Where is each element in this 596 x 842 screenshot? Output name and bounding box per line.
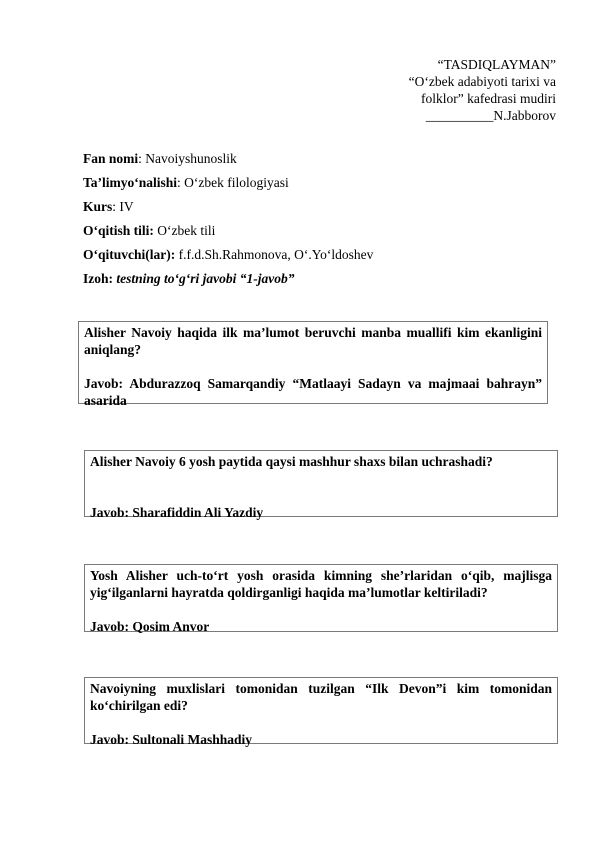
language-value: O‘zbek tili [153, 223, 216, 238]
question-box-3 [84, 564, 558, 632]
teachers-value: f.f.d.Sh.Rahmonova, O‘.Yo‘ldoshev [175, 247, 374, 262]
question-text: Yosh Alisher uch-to‘rt yosh orasida kimning she’rlaridan o‘qib, majlisga yig‘ilganlarni hayratda qoldirganligi haqida ma’lumotlar keltiriladi? [90, 568, 552, 600]
course-info [83, 147, 563, 291]
question-text: Alisher Navoiy 6 yosh paytida qaysi mashhur shaxs bilan uchrashadi? [90, 454, 493, 469]
answer-text: Javob: Abdurazzoq Samarqandiy “Matlaayi Sadayn va majmaai bahrayn” asarida [84, 376, 542, 408]
question-box-1 [78, 321, 548, 408]
approval-department-line1: “O‘zbek adabiyoti tarixi va [408, 74, 556, 89]
year-value: : IV [112, 199, 134, 214]
answer-text: Javob: Qosim Anvor [90, 619, 210, 634]
direction-label: Ta’limyo‘nalishi [83, 175, 178, 190]
approval-block [296, 56, 556, 124]
note-value: testning to‘g‘ri javobi “1-javob” [113, 271, 295, 286]
language-label: O‘qitish tili: [83, 223, 154, 238]
course-name-label: Fan nomi [83, 151, 139, 166]
direction-row [83, 171, 563, 195]
approval-title: “TASDIQLAYMAN” [437, 57, 556, 72]
language-row [83, 219, 563, 243]
approval-department-line2: folklor” kafedrasi mudiri [421, 91, 556, 106]
approval-signature: __________N.Jabborov [425, 108, 556, 123]
teachers-row [83, 243, 563, 267]
note-label: Izoh: [83, 271, 113, 286]
answer-text: Javob: Sharafiddin Ali Yazdiy [90, 505, 264, 520]
year-row [83, 195, 563, 219]
question-box-4 [84, 677, 558, 747]
answer-text: Javob: Sultonali Mashhadiy [90, 732, 253, 747]
question-text: Navoiyning muxlislari tomonidan tuzilgan “Ilk Devon”i kim tomonidan ko‘chirilgan edi? [90, 681, 552, 713]
teachers-label: O‘qituvchi(lar): [83, 247, 176, 262]
question-text: Alisher Navoiy haqida ilk ma’lumot beruvchi manba muallifi kim ekanligini aniqlang? [84, 325, 542, 357]
question-box-2 [84, 450, 558, 520]
note-row [83, 267, 563, 291]
direction-value: : O‘zbek filologiyasi [177, 175, 289, 190]
course-name-value: : Navoiyshunoslik [138, 151, 237, 166]
course-name-row [83, 147, 563, 171]
year-label: Kurs [83, 199, 113, 214]
